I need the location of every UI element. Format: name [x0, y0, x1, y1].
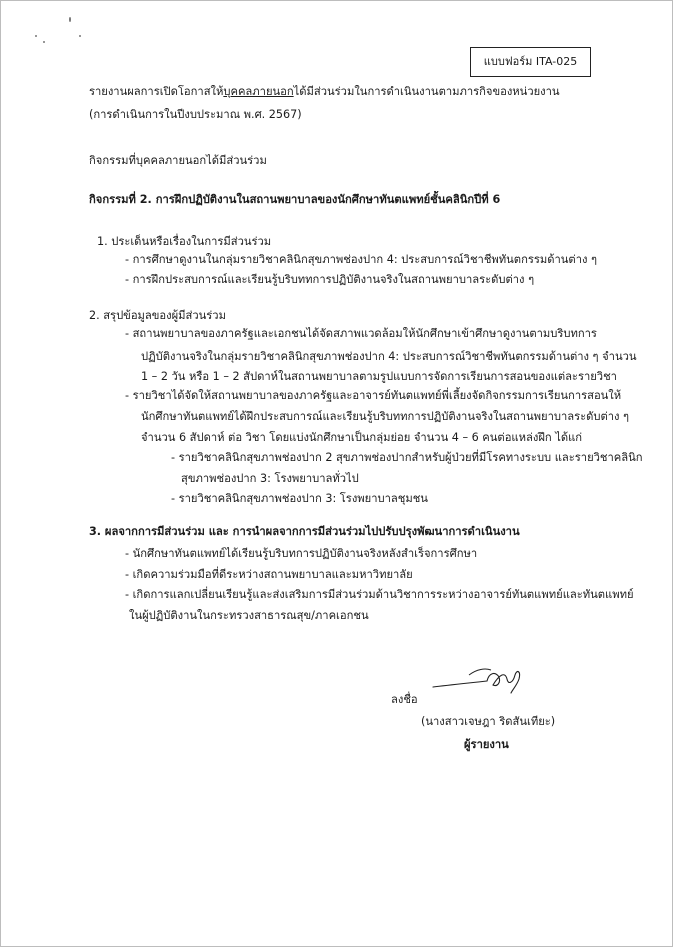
signatory-role: ผู้รายงาน	[464, 738, 509, 751]
report-title-underlined: บุคคลภายนอก	[223, 85, 294, 98]
report-title	[89, 84, 560, 99]
fiscal-year: (การดำเนินการในปีงบประมาณ พ.ศ. 2567)	[89, 108, 302, 121]
form-code-box: แบบฟอร์ม ITA-025	[470, 47, 591, 77]
scan-speck	[79, 35, 81, 37]
scan-speck	[35, 35, 37, 37]
section-2-item-2-line: จำนวน 6 สัปดาห์ ต่อ วิชา โดยแบ่งนักศึกษาเป็นกลุ่มย่อย จำนวน 4 – 6 คนต่อแหล่งฝึก ได้แก่	[141, 431, 583, 444]
section-2-subitem: - รายวิชาคลินิกสุขภาพช่องปาก 2 สุขภาพช่องปากสำหรับผู้ป่วยที่มีโรคทางระบบ และรายวิชาคลินิก	[171, 451, 643, 464]
section-1-item: - การศึกษาดูงานในกลุ่มรายวิชาคลินิกสุขภาพช่องปาก 4: ประสบการณ์วิชาชีพทันตกรรมด้านต่าง ๆ	[125, 253, 598, 266]
section-1-item: - การฝึกประสบการณ์และเรียนรู้บริบททการปฏิบัติงานจริงในสถานพยาบาลระดับต่าง ๆ	[125, 273, 535, 286]
section-1-title: 1. ประเด็นหรือเรื่องในการมีส่วนร่วม	[97, 235, 272, 248]
signature-label: ลงชื่อ	[391, 693, 418, 706]
section-2-item-1-line: - สถานพยาบาลของภาครัฐและเอกชนได้จัดสภาพแวดล้อมให้นักศึกษาเข้าศึกษาดูงานตามบริบทการ	[125, 327, 597, 340]
section-3-item: - นักศึกษาทันตแพทย์ได้เรียนรู้บริบทการปฏิบัติงานจริงหลังสำเร็จการศึกษา	[125, 547, 478, 560]
section-2-item-2-line: - รายวิชาได้จัดให้สถานพยาบาลของภาครัฐและอาจารย์ทันตแพทย์พี่เลี้ยงจัดกิจกรรมการเรียนการสอนให้	[125, 389, 622, 402]
section-3-item: - เกิดความร่วมมือที่ดีระหว่างสถานพยาบาลและมหาวิทยาลัย	[125, 568, 413, 581]
section-2-title: 2. สรุปข้อมูลของผู้มีส่วนร่วม	[89, 309, 226, 322]
section-2-item-2-line: นักศึกษาทันตแพทย์ได้ฝึกประสบการณ์และเรียนรู้บริบททการปฏิบัติงานจริงในสถานพยาบาลระดับต่าง ๆ	[141, 410, 630, 423]
section-3-item: - เกิดการแลกเปลี่ยนเรียนรู้และส่งเสริมการมีส่วนร่วมด้านวิชาการระหว่างอาจารย์ทันตแพทย์และทันตแพทย์	[125, 588, 634, 601]
signature-image	[429, 663, 529, 699]
signatory-name: (นางสาวเจษฎา ริดสันเทียะ)	[421, 715, 556, 728]
scan-speck	[43, 41, 45, 43]
section-2-subitem: - รายวิชาคลินิกสุขภาพช่องปาก 3: โรงพยาบาลชุมชน	[171, 492, 428, 505]
section-2-subitem-cont: สุขภาพช่องปาก 3: โรงพยาบาลทั่วไป	[181, 472, 359, 485]
section-3-item-cont: ในผู้ปฏิบัติงานในกระทรวงสาธารณสุข/ภาคเอกชน	[129, 609, 369, 622]
activity-title: กิจกรรมที่ 2. การฝึกปฏิบัติงานในสถานพยาบาลของนักศึกษาทันตแพทย์ชั้นคลินิกปีที่ 6	[89, 193, 501, 206]
report-title-before: รายงานผลการเปิดโอกาสให้	[89, 85, 224, 98]
section-3-title: 3. ผลจากการมีส่วนร่วม และ การนำผลจากการมีส่วนร่วมไปปรับปรุงพัฒนาการดำเนินงาน	[89, 525, 520, 538]
section-2-item-1-line: ปฏิบัติงานจริงในกลุ่มรายวิชาคลินิกสุขภาพช่องปาก 4: ประสบการณ์วิชาชีพทันตกรรมด้านต่าง ๆ จำนวน	[141, 350, 637, 363]
activity-heading: กิจกรรมที่บุคคลภายนอกได้มีส่วนร่วม	[89, 154, 267, 167]
scan-speck	[69, 17, 71, 22]
section-2-item-1-line: 1 – 2 วัน หรือ 1 – 2 สัปดาห์ในสถานพยาบาลตามรูปแบบการจัดการเรียนการสอนของแต่ละรายวิชา	[141, 370, 617, 383]
report-title-after: ได้มีส่วนร่วมในการดำเนินงานตามภารกิจของหน่วยงาน	[293, 85, 560, 98]
